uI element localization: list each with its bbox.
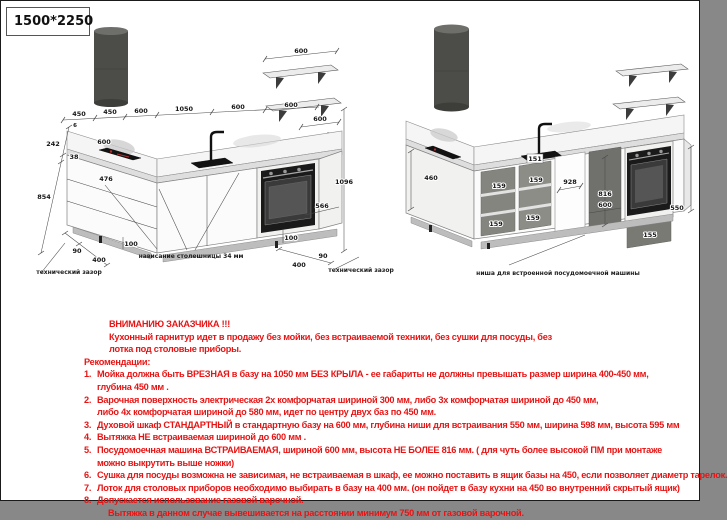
recommendation-item: [84, 444, 724, 469]
hood-cylinder: [94, 27, 128, 107]
dim-label: 159: [492, 182, 506, 190]
dim-label: 600: [294, 47, 308, 55]
dim-label: 159: [489, 220, 503, 228]
item-line: Допускается использование газовой варочной.: [97, 495, 304, 506]
dim-label: 100: [124, 240, 138, 248]
recommendation-item: [84, 482, 724, 495]
dim-label: 6: [73, 123, 77, 129]
recommendation-item: [84, 394, 724, 419]
dim-label: 854: [37, 193, 51, 201]
oven-front: [627, 146, 671, 216]
kitchen-body: [406, 115, 691, 249]
item-number: 7.: [84, 482, 92, 493]
recommendation-item: [84, 431, 724, 444]
attention-title: ВНИМАНИЮ ЗАКАЗЧИКА !!!: [109, 319, 230, 329]
item-number: 1.: [84, 369, 92, 380]
attention-body-line: лотка под столовые приборы.: [109, 344, 241, 355]
item-number: 4.: [84, 432, 92, 443]
item-line: Вытяжка НЕ встраиваемая шириной до 600 мм .: [97, 432, 306, 443]
item-line: глубина 450 мм .: [97, 381, 169, 392]
recommendation-item: [84, 368, 724, 393]
wall-shelves: [613, 64, 688, 120]
technical-gap-label: технический зазор: [328, 267, 394, 274]
dim-label: 566: [315, 202, 329, 210]
dim-label: 600: [313, 115, 327, 123]
dim-label: 90: [318, 252, 328, 260]
dim-label: 816: [598, 190, 612, 198]
dim-label: 600: [97, 138, 111, 146]
dim-label: 600: [231, 103, 245, 111]
dim-label: 400: [92, 256, 106, 264]
dim-label: 400: [292, 261, 306, 269]
item-line: Мойка должна быть ВРЕЗНАЯ в базу на 1050 мм БЕЗ КРЫЛА - ее габариты не должны превышать размер ширина 400-450 мм,: [97, 369, 649, 380]
kitchen-drawing-open: [389, 13, 695, 285]
technical-gap-label: технический зазор: [36, 269, 102, 276]
item-number: 5.: [84, 444, 92, 455]
recommendation-item: [84, 419, 724, 432]
sheet-size-label: 1500*2250: [14, 14, 94, 29]
recommendations-title: Рекомендации:: [84, 356, 151, 367]
dim-label: 38: [69, 153, 79, 161]
item-line: можно выкрутить выше ножки): [97, 457, 234, 468]
dim-label: 1050: [174, 105, 194, 113]
dim-label: 450: [103, 108, 117, 116]
dim-label: 151: [528, 155, 542, 163]
dim-label: 476: [99, 175, 113, 183]
item-number: 2.: [84, 394, 92, 405]
dim-label: 550: [670, 204, 684, 212]
item-line: Духовой шкаф СТАНДАРТНЫЙ в стандартную базу на 600 мм, глубина ниши для встраивания 550 мм, ширина 598 мм, высота 595 мм: [97, 419, 680, 430]
dim-label: 159: [526, 214, 540, 222]
item-line: Варочная поверхность электрическая 2х комфорчатая шириной 300 мм, либо 3х комфорчатая шириной до 450 мм,: [97, 394, 599, 405]
item-line: Посудомоечная машина ВСТРАИВАЕМАЯ, шириной 600 мм, высота НЕ БОЛЕЕ 816 мм. ( для чуть более высокой ПМ при монтаже: [97, 444, 663, 455]
item-number: 8.: [84, 495, 92, 506]
dim-label: 242: [46, 140, 60, 148]
hood-cylinder: [434, 25, 469, 112]
customer-notes: [84, 318, 727, 520]
dim-label: 100: [284, 234, 298, 242]
wall-shelves: [263, 47, 341, 122]
recommendation-item: [84, 469, 727, 482]
dishwasher-niche-label: ниша для встроенной посудомоечной машины: [476, 270, 640, 277]
kitchen-drawing-front: [7, 17, 394, 283]
overhang-label: нависание столешницы 34 мм: [138, 253, 244, 260]
dim-label: 450: [72, 110, 86, 118]
attention-body-line: Кухонный гарнитур идет в продажу без мойки, без встраиваемой техники, без сушки для посуды, без: [109, 331, 552, 342]
dim-label: 1096: [334, 178, 354, 186]
dim-label: 600: [598, 201, 612, 209]
dim-label: 600: [284, 101, 298, 109]
item-line: Лоток для столовых приборов необходимо выбирать в базу на 400 мм. (он пойдет в базу кухни на 450 во внутренний скрытый ящик): [97, 482, 680, 493]
item-line: Сушка для посуды возможна не зависимая, не встраиваемая в шкаф, ее можно поставить в ящик базы на 450, если позволяет диаметр тарелок.: [97, 470, 727, 481]
dim-label: 155: [643, 231, 657, 239]
dim-label: 928: [563, 178, 577, 186]
dim-label: 90: [72, 247, 82, 255]
item-line: либо 4х комфорчатая шириной до 580 мм, идет по центру двух баз по 450 мм.: [97, 407, 436, 418]
item-number: 3.: [84, 419, 92, 430]
item-number: 6.: [84, 470, 92, 481]
kitchen-body: [67, 131, 342, 262]
recommendation-item: [84, 494, 724, 507]
hood-distance-footnote: Вытяжка в данном случае вывешивается на расстоянии минимум 750 мм от газовой варочной.: [108, 507, 524, 518]
oven-front: [261, 163, 315, 233]
dim-label: 159: [529, 176, 543, 184]
dim-label: 600: [134, 107, 148, 115]
dim-label: 460: [424, 174, 438, 182]
